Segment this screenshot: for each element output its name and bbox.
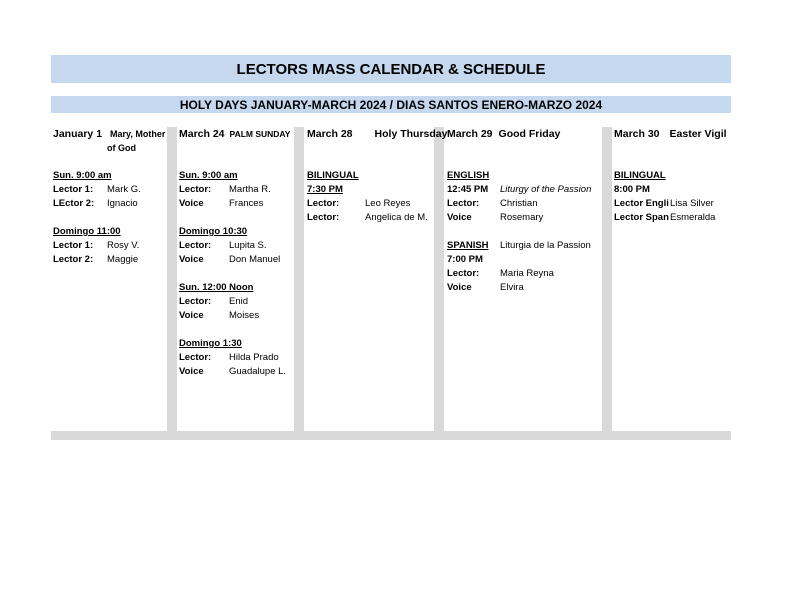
mass-time-heading: 7:30 PM xyxy=(307,184,343,195)
mass-time-heading: Sun. 9:00 am xyxy=(179,170,238,181)
column-date: January 1 xyxy=(53,128,103,140)
list-item: 12:45 PM Liturgy of the Passion xyxy=(447,184,592,195)
column-header xyxy=(447,127,602,141)
mass-type-heading: BILINGUAL xyxy=(307,170,359,181)
mass-type-heading: ENGLISH xyxy=(447,170,490,181)
list-item: Lector 2: Maggie xyxy=(53,254,139,265)
column-feast: Easter Vigil xyxy=(669,128,727,140)
column-date: March 28 xyxy=(307,128,353,140)
list-item: Lector: Christian xyxy=(447,198,538,209)
mass-time-heading: Domingo 11:00 xyxy=(53,226,121,237)
list-item: Voice Guadalupe L. xyxy=(179,366,287,377)
column-feast-continued: of God xyxy=(107,143,136,153)
column-divider xyxy=(434,127,444,431)
page-subtitle: HOLY DAYS JANUARY-MARCH 2024 / DIAS SANTOS ENERO-MARZO 2024 xyxy=(51,96,731,113)
column-march-30 xyxy=(614,127,731,427)
list-item: Lector: Angelica de M. xyxy=(307,212,428,223)
list-item: Lector 1: Mark G. xyxy=(53,184,141,195)
column-feast: Holy Thursday xyxy=(374,128,448,140)
mass-time-heading: Sun. 12:00 Noon xyxy=(179,282,254,293)
list-item: Lector: Hilda Prado xyxy=(179,352,279,363)
column-header xyxy=(53,127,167,141)
column-feast: Mary, Mother xyxy=(110,129,166,139)
list-item: Lector Engli Lisa Silver xyxy=(614,198,714,209)
list-item: SPANISH Liturgia de la Passion xyxy=(447,240,591,251)
mass-type-heading: BILINGUAL xyxy=(614,170,666,181)
mass-time-heading: 8:00 PM xyxy=(614,184,650,195)
list-item: Lector: Leo Reyes xyxy=(307,198,411,209)
list-item: LEctor 2: Ignacio xyxy=(53,198,138,209)
column-divider xyxy=(602,127,612,431)
list-item: Voice Elvira xyxy=(447,282,524,293)
mass-time-heading: Domingo 1:30 xyxy=(179,338,242,349)
column-header xyxy=(307,127,448,141)
mass-time-heading: Domingo 10:30 xyxy=(179,226,248,237)
mass-time-heading: Sun. 9:00 am xyxy=(53,170,112,181)
mass-time-heading: 7:00 PM xyxy=(447,254,483,265)
column-feast: PALM SUNDAY xyxy=(229,129,291,139)
schedule-grid xyxy=(51,127,731,431)
list-item: Lector: Maria Reyna xyxy=(447,268,554,279)
column-divider xyxy=(294,127,304,431)
list-item: Voice Don Manuel xyxy=(179,254,281,265)
column-march-24 xyxy=(179,127,294,427)
column-date: March 29 xyxy=(447,128,493,140)
list-item: Voice Frances xyxy=(179,198,264,209)
column-header xyxy=(614,127,731,141)
column-date: March 24 xyxy=(179,128,225,140)
column-date: March 30 xyxy=(614,128,660,140)
list-item: Lector 1: Rosy V. xyxy=(53,240,140,251)
column-feast: Good Friday xyxy=(498,128,561,140)
list-item: Lector: Lupita S. xyxy=(179,240,267,251)
bottom-border xyxy=(51,431,731,440)
list-item: Lector Span Esmeralda xyxy=(614,212,716,223)
list-item: Lector: Martha R. xyxy=(179,184,271,195)
column-march-29 xyxy=(447,127,602,427)
list-item: Voice Moises xyxy=(179,310,260,321)
list-item: Lector: Enid xyxy=(179,296,249,307)
list-item: Voice Rosemary xyxy=(447,212,544,223)
column-header xyxy=(179,127,294,141)
column-march-28 xyxy=(307,127,448,427)
column-january-1 xyxy=(53,127,167,427)
column-divider xyxy=(167,127,177,431)
page-title: LECTORS MASS CALENDAR & SCHEDULE xyxy=(51,55,731,83)
